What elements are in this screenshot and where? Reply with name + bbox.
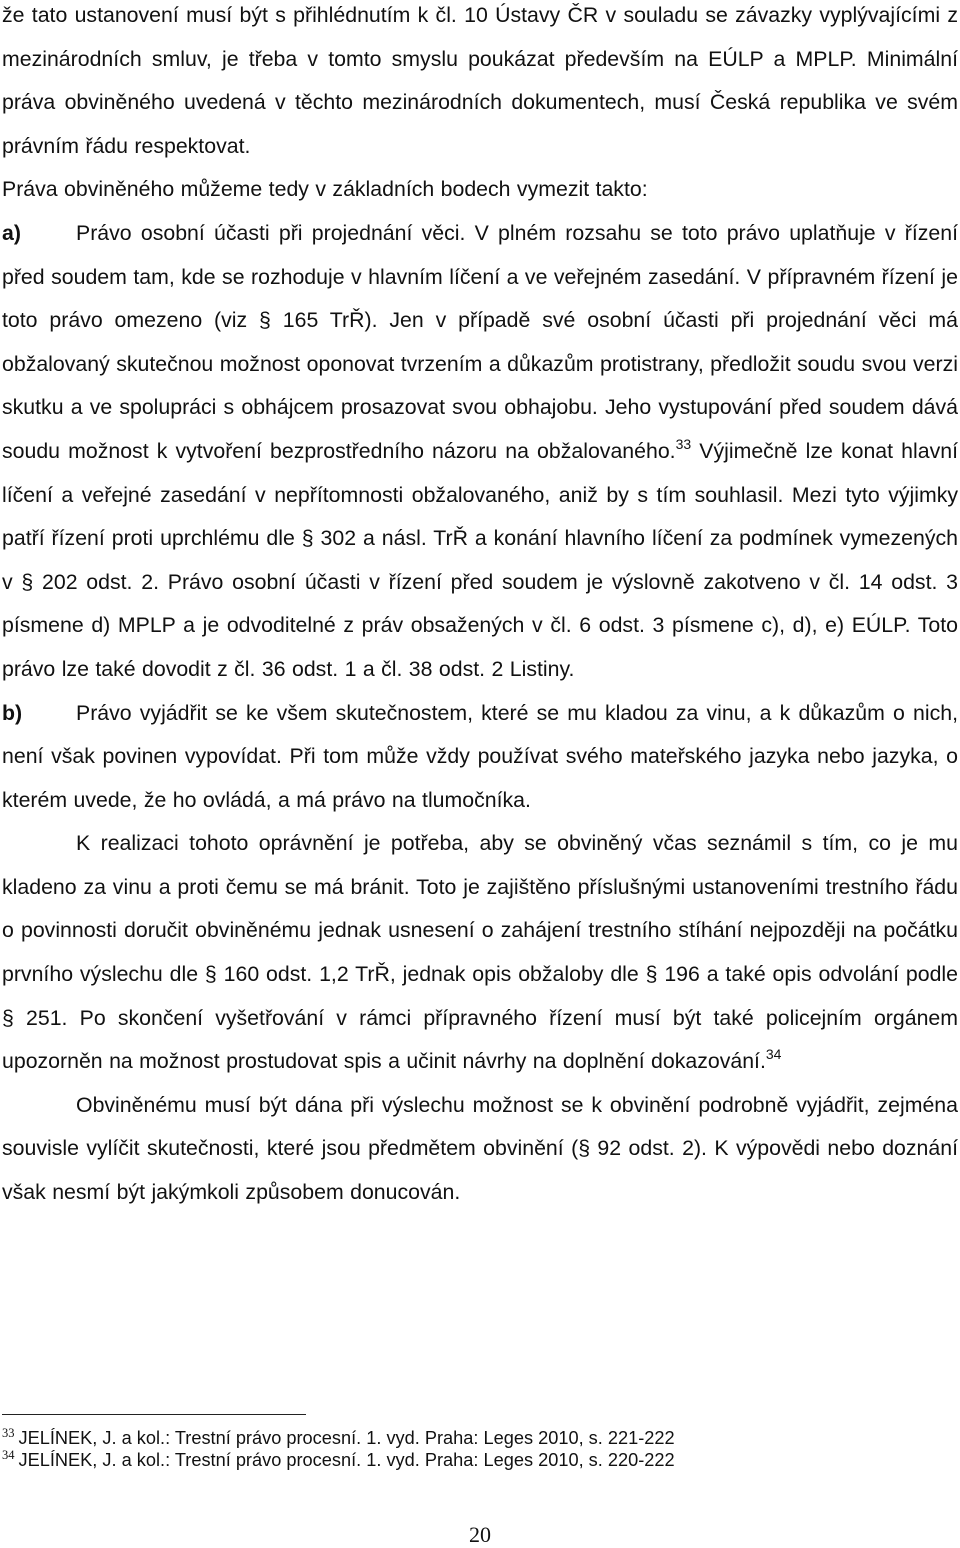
footnote-number: 34: [2, 1448, 15, 1462]
list-item-a-text-continued: Výjimečně lze konat hlavní líčení a veřejné zasedání v nepřítomnosti obžalovaného, aniž by s tím souhlasil. Mezi tyto výjimky patří řízení proti uprchlému dle § 302 a násl. TrŘ a konání hlavního líčení za podmínek vymezených v § 202 odst. 2. Právo osobní účasti v řízení před soudem je výslovně zakotveno v čl. 14 odst. 3 písmene d) MPLP a je odvoditelné z práv obsažených v čl. 6 odst. 3 písmene c), d), e) EÚLP. Toto právo lze také dovodit z čl. 36 odst. 1 a čl. 38 odst. 2 Listiny.: [2, 438, 958, 681]
paragraph-intro: Práva obviněného můžeme tedy v základních bodech vymezit takto:: [2, 177, 648, 202]
paragraph-realization-text: K realizaci tohoto oprávnění je potřeba, aby se obviněný včas seznámil s tím, co je mu kladeno za vinu a proti čemu se má bránit. Toto je zajištěno příslušnými ustanoveními trestního řádu o povinnosti doručit obviněnému jednak usnesení o zahájení trestního stíhání nejpozději na počátku prvního výslechu dle § 160 odst. 1,2 TrŘ, jednak opis obžaloby dle § 196 a také opis odvolání podle § 251. Po skončení vyšetřování v rámci přípravného řízení musí být také policejním orgánem upozorněn na možnost prostudovat spis a učinit návrhy na doplnění dokazování.: [2, 831, 958, 1074]
footnote-separator: [2, 1414, 306, 1415]
list-item-b-text: Právo vyjádřit se ke všem skutečnostem, které se mu kladou za vinu, a k důkazům o nich, není však povinen vypovídat. Při tom může vždy používat svého mateřského jazyka nebo jazyka, o kterém uvede, že ho ovládá, a má právo na tlumočníka.: [2, 700, 958, 812]
footnote-text: JELÍNEK, J. a kol.: Trestní právo procesní. 1. vyd. Praha: Leges 2010, s. 220-222: [18, 1450, 675, 1470]
footnote-34: [2, 1449, 958, 1471]
list-item-b-label: b): [2, 700, 23, 725]
list-item-a: [2, 212, 958, 692]
footnote-ref-34[interactable]: 34: [765, 1046, 782, 1063]
paragraph-continued: že tato ustanovení musí být s přihlédnutím k čl. 10 Ústavy ČR v souladu se závazky vyplývajícími z mezinárodních smluv, je třeba v tomto smyslu poukázat především na EÚLP a MPLP. Minimální práva obviněného uvedená v těchto mezinárodních dokumentech, musí Česká republika ve svém právním řádu respektovat.: [2, 3, 958, 158]
page-number: 20: [469, 1522, 491, 1547]
footnotes-section: [2, 1414, 958, 1471]
list-item-b: [2, 692, 958, 823]
paragraph-last: Obviněnému musí být dána při výslechu možnost se k obvinění podrobně vyjádřit, zejména souvisle vylíčit skutečnosti, které jsou předmětem obvinění (§ 92 odst. 2). K výpovědi nebo doznání však nesmí být jakýmkoli způsobem donucován.: [2, 1092, 958, 1205]
footnote-ref-33[interactable]: 33: [675, 435, 692, 452]
paragraph-realization: [2, 822, 958, 1084]
footnote-text: JELÍNEK, J. a kol.: Trestní právo procesní. 1. vyd. Praha: Leges 2010, s. 221-222: [18, 1428, 675, 1448]
footnote-number: 33: [2, 1426, 15, 1440]
footnote-33: [2, 1427, 958, 1449]
document-page: [2, 0, 958, 1215]
list-item-a-label: a): [2, 220, 21, 245]
list-item-a-text: Právo osobní účasti při projednání věci. V plném rozsahu se toto právo uplatňuje v řízení před soudem tam, kde se rozhoduje v hlavním líčení a ve veřejném zasedání. V přípravném řízení je toto právo omezeno (viz § 165 TrŘ). Jen v případě své osobní účasti při projednání věci má obžalovaný skutečnou možnost oponovat tvrzením a důkazům protistrany, předložit soudu svou verzi skutku a ve spolupráci s obhájcem prosazovat svou obhajobu. Jeho vystupování před soudem dává soudu možnost k vytvoření bezprostředního názoru na obžalovaného.: [2, 220, 958, 463]
